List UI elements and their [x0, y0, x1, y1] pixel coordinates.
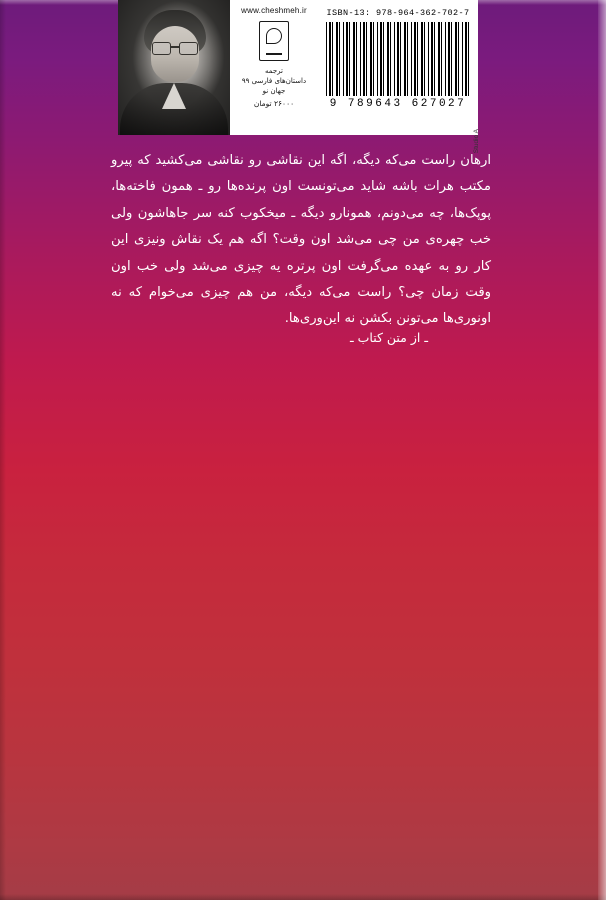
publisher-meta	[242, 66, 306, 96]
portrait-vignette	[118, 0, 230, 135]
logo-drop-shape	[266, 28, 282, 44]
page-edge-highlight	[598, 0, 606, 900]
publisher-meta-line-3: جهان نو	[262, 87, 286, 96]
publisher-meta-line-1: ترجمه	[265, 67, 283, 75]
publisher-meta-line-2: داستان‌های فارسی ۹۹	[241, 77, 307, 86]
cover-bottom-edge	[0, 894, 606, 900]
barcode-icon	[326, 22, 470, 96]
designer-credit: Studio A	[473, 129, 480, 154]
author-portrait-photo	[118, 0, 230, 135]
publisher-website[interactable]: www.cheshmeh.ir	[241, 6, 307, 15]
book-price: ۲۶۰۰۰ تومان	[253, 99, 295, 109]
back-cover-excerpt: ارهان راست می‌که دیگه، اگه این نقاشی رو نقاشی می‌کشید که پیرو مکتب هرات باشه شاید می‌تونست اون پرنده‌ها رو ـ همون فاخته‌ها، پوپک‌ها، چه می‌دونم، همونارو دیگه ـ میخکوب کنه سر جاهاشون ولی خب چهره‌ی من چی می‌شد اون وقت؟ اگه هم یک نقاش ونیزی این کار رو به عهده می‌گرفت اون پرتره یه چیزی می‌شد ولی خب اون وقت زمان چی؟ راست می‌که دیگه، من هم چیزی می‌خوام که نه اونوری‌ها می‌تونن بکشن نه این‌وری‌ها.	[111, 153, 491, 327]
barcode-digits: 9 789643 627027	[329, 98, 467, 110]
cover-top-white-band	[118, 0, 480, 154]
barcode-block	[318, 0, 480, 154]
cheshmeh-publisher-logo-icon	[259, 21, 289, 61]
excerpt-attribution: ـ از متن کتاب ـ	[349, 330, 428, 345]
cover-left-edge	[0, 0, 6, 900]
isbn-text: ISBN-13: 978-964-362-702-7	[326, 8, 470, 18]
publisher-block	[230, 0, 318, 135]
logo-base-line	[266, 53, 282, 55]
